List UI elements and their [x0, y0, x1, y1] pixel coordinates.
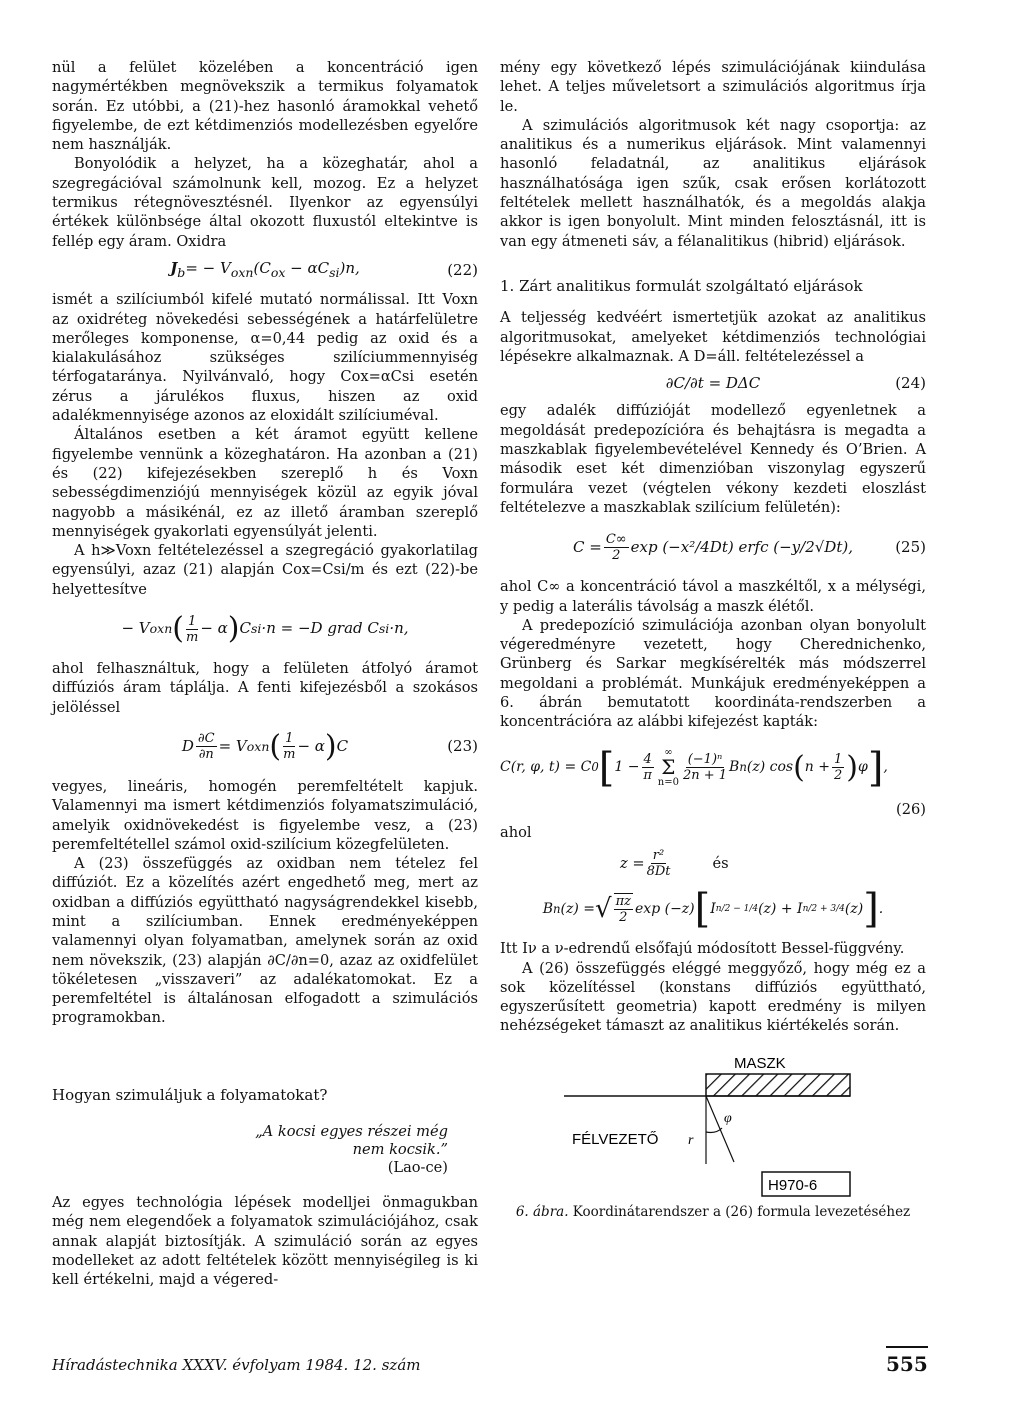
- left-paragraph-3: ismét a szilíciumból kifelé mutató normálissal. Itt Voxn az oxidréteg növekedési sebességének a határfelületre merőleges komponense, α=0,44 pedig az oxid és a kialakulásához szükséges szilíciummennyiség térfogataránya. Nyilvánvaló, hogy Cox=αCsi esetén zérus a járulékos fluxus, hiszen az oxid adalékmennyisége azonos az eloxidált szilíciuméval.: [52, 291, 478, 425]
- motto-line-1: „A kocsi egyes részei még: [255, 1123, 448, 1141]
- equation-number: (25): [895, 537, 926, 556]
- equation-23: D $\frac{\partial C}{\partial n}$ = V oxn ( $\frac{1}{m}$ − α ) C (23): [181, 728, 478, 764]
- caption-text: Koordinátarendszer a (26) formula levezetéséhez: [572, 1203, 911, 1220]
- right-paragraph-4: egy adalék diffúzióját modellező egyenletnek a megoldását predepozícióra és behajtásra is megadta a maszkablak figyelembevételével Kennedy és O’Brien. A második eset két dimenzióban viszonylag egyszerű formulára vezet (végtelen vékony kezdeti eloszlást feltételezve a maszkablak szilícium felületén):: [500, 402, 926, 516]
- left-paragraph-4: Általános esetben a két áramot együtt kellene figyelembe vennünk a közeghatáron. Ha azonban a (21) és (22) kifejezésekben szereplő h és Voxn sebességdimenziójú mennyiségek közül az egyik jóval nagyobb a másikénál, ez az illető áramban szereplő mennyiségek gyakorlati egyensúlyát jelenti.: [52, 426, 478, 540]
- angle-label: φ: [724, 1110, 732, 1126]
- equation-bn: B n (z) = √ $\frac{\pi z}{2}$ exp (−z) [ I n/2 − 1/4 (z) + I n/2 + 3/4 (z) ] .: [542, 886, 884, 933]
- equation-z: z = $\frac{\text{r²}}{8Dt}$ és: [620, 848, 729, 880]
- left-column: [52, 58, 478, 1290]
- left-paragraph-5: A h≫Voxn feltételezéssel a szegregáció gyakorlatilag egyensúlyi, azaz (21) alapján Cox=Csi/m és ezt (22)-be helyettesítve: [52, 542, 478, 598]
- equation-number: (23): [447, 737, 478, 756]
- equation-24: ∂C/∂t = DΔC (24): [665, 374, 926, 393]
- right-column: [500, 58, 926, 1221]
- caption-lead: 6. ábra.: [515, 1203, 569, 1220]
- figure-caption: [500, 1204, 926, 1221]
- page-number: 555: [886, 1352, 928, 1376]
- figure-code: H970-6: [768, 1176, 818, 1194]
- left-paragraph-6: ahol felhasználtuk, hogy a felületen átfolyó áramot diffúziós áram táplálja. A fenti kifejezésből a szokásos jelöléssel: [52, 660, 478, 716]
- motto-quote: [52, 1123, 448, 1177]
- left-paragraph-8: A (23) összefüggés az oxidban nem tételez fel diffúziót. Ez a közelítés azért engedhető meg, mert az oxidban a diffúziós együttható nagyságrendekkel kisebb, mint a szilíciumban. Ennek eredményeképpen valamennyi olyan folyamatban, amelynek során az oxid nem növekszik, (23) alapján ∂C/∂n=0, azaz az oxidfelület tökéletesen „visszaveri” az adalékatomokat. Ez a peremfeltétel is általánosan elfogadott a szimulációs programokban.: [52, 855, 478, 1027]
- right-paragraph-1: mény egy következő lépés szimulációjának kiindulása lehet. A teljes műveletsort a szimulációs algoritmus írja le.: [500, 59, 926, 115]
- right-paragraph-2: A szimulációs algoritmusok két nagy csoportja: az analitikus és a numerikus eljárások. Mint valamennyi hasonló feladatnál, az analitikus eljárások használhatósága igen szűk, csak erősen korlátozott feltételek mellett használhatók, és a megoldás alakja akkor is igen bonyolult. Mint minden felosztásnál, itt is van egy átmeneti sáv, a félanalitikus (hibrid) eljárások.: [500, 116, 926, 250]
- left-paragraph-9: Az egyes technológia lépések modelljei önmagukban még nem elegendőek a folyamatok szimulációjához, csak annak alapját biztosítják. A szimuláció során az egyes modelleket az adott feltételek között mennyiségileg is ki kell értékelni, majd a végered-: [52, 1194, 478, 1289]
- mask-diagram: [500, 1054, 926, 1204]
- motto-line-2: nem kocsik.”: [352, 1141, 448, 1159]
- figure-6: [500, 1054, 926, 1204]
- right-paragraph-7: Itt Iν a ν-edrendű elsőfajú módosított Bessel-függvény.: [500, 940, 905, 958]
- right-paragraph-5: ahol C∞ a koncentráció távol a maszkéltől, x a mélységi, y pedig a laterális távolság a maszk élétől.: [500, 578, 926, 615]
- right-paragraph-6: A predepozíció szimulációja azonban olyan bonyolult végeredményre vezetett, hogy Cherednichenko, Grünberg és Sarkar megkísérelték más módszerrel megoldani a problémát. Munkájuk eredményeképpen a 6. ábrán bemutatott koordináta-rendszerben a koncentrációra az alábbi kifejezést kapták:: [500, 616, 926, 731]
- semiconductor-label: FÉLVEZETŐ: [572, 1130, 659, 1148]
- right-paragraph-3: A teljesség kedvéért ismertetjük azokat az analitikus algoritmusokat, amelyeket kétdimenziós technológiai lépésekre alkalmaznak. A D=áll. feltételezéssel a: [500, 309, 926, 365]
- ahol-label: ahol: [500, 823, 532, 841]
- equation-number: (24): [895, 374, 926, 393]
- equation-26: C(r, φ, t) = C 0 [ 1 − $\frac{4}{\pi}$ ∞ Σ n=0 $\frac{\text{(−1)ⁿ}}{2n + 1}$ B n (z) cos ( n + $\frac{1}{2}$ ) φ ] ,: [500, 744, 888, 791]
- motto-author: (Lao-ce): [387, 1159, 448, 1177]
- equation-22: $J_b= - V_{oxn}(C_{ox} - \alpha C_{si})n$, (22): [170, 258, 478, 280]
- equation-25: C = $\frac{C\infty}{2}$ exp (−x²/4Dt) erfc (−y/2√Dt), (25): [573, 531, 926, 563]
- equation-26-number: (26): [896, 800, 926, 818]
- left-paragraph-1: nül a felület közelében a koncentráció igen nagymértékben megnövekszik a termikus folyamatok során. Ez utóbbi, a (21)-hez hasonló áramokkal vehető figyelembe, de ezt kétdimenziós modellezésben egyelőre nem használják.: [52, 59, 478, 154]
- mask-block: [706, 1074, 850, 1096]
- equation-number: (22): [447, 260, 478, 279]
- equation-boundary: − V oxn ( $\frac{1}{m}$ − α ) C si ·n = −D grad C si ·n,: [121, 611, 409, 647]
- section-heading: Hogyan szimuláljuk a folyamatokat?: [52, 1085, 328, 1104]
- subsection-heading: 1. Zárt analitikus formulát szolgáltató eljárások: [500, 276, 863, 295]
- left-paragraph-2: Bonyolódik a helyzet, ha a közeghatár, ahol a szegregációval számolnunk kell, mozog. Ez a helyzet termikus rétegnövesztésnél. Ilyenkor az egyensúlyi értékek különbsége által okozott fluxustól eltekintve is fellép egy áram. Oxidra: [52, 155, 478, 250]
- radius-label: r: [688, 1132, 694, 1148]
- mask-label: MASZK: [734, 1054, 786, 1072]
- left-paragraph-7: vegyes, lineáris, homogén peremfeltételt kapjuk. Valamennyi ma ismert kétdimenziós folyamatszimuláció, amelyik oxidnövekedést is figyelembe vesz, a (23) peremfeltétellel számol oxid-szilícium közegfelületen.: [52, 777, 478, 853]
- right-paragraph-8: A (26) összefüggés eléggé meggyőző, hogy még ez a sok közelítéssel (konstans diffúziós együttható, egyszerűsített geometria) kapott eredmény is milyen nehézségeket támaszt az analitikus kiértékelés során.: [500, 959, 926, 1035]
- journal-footer: Híradástechnika XXXV. évfolyam 1984. 12. szám: [52, 1356, 421, 1374]
